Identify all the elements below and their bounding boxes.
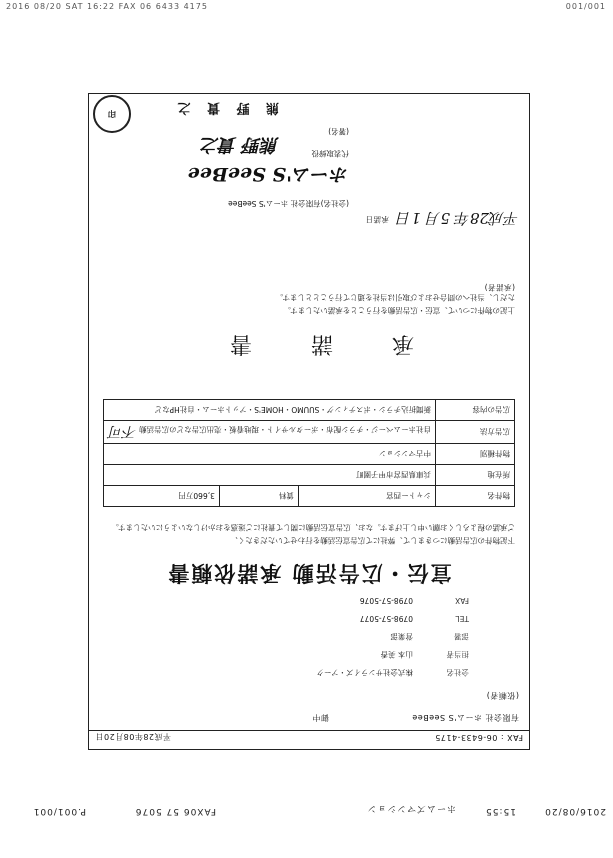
table-label: 所在地 [436, 465, 515, 486]
requester-company: 会社名株式会社サンライズ・アーク [316, 668, 469, 677]
handwritten-note: 不可 [108, 423, 137, 439]
document-title: 宣伝・広告活動 承諾依頼書 [166, 561, 452, 586]
approval-text [276, 291, 515, 317]
table-label: 広告の内容 [436, 400, 515, 421]
company-seal-icon: 印 [93, 95, 131, 133]
footer-date: 2016/08/20 [544, 806, 606, 816]
representative-stamp: 熊野 貴之 [200, 134, 279, 155]
table-label: 賃料 [219, 486, 298, 507]
signature-label: (署名) [328, 127, 349, 136]
intro-line: 下記物件の広告活動につきまして、弊社にて広告宣伝活動を行わせていただきたく、 [230, 536, 515, 545]
requester-label: (依頼者) [486, 691, 519, 700]
requester-contact: 担当者山本 美香 [380, 650, 469, 659]
table-value: 新聞折込チラシ・ポスティング・SUUMO・HOME'S・アットホーム・自社HPなど [104, 400, 436, 421]
table-value: 中古マンション [104, 444, 436, 465]
footer-time: 15:55 [485, 806, 516, 816]
table-value: シャトー西宮 [298, 486, 435, 507]
table-value: 自社ホームページ・チラシ配布・ポータルサイト・現地看板・売出広告などの広告活動 不可 [104, 421, 436, 444]
recipient-honorific: 御中 [312, 713, 329, 722]
approval-line: 上記の物件について、宣伝・広告活動を行うことを承諾いたします。 [283, 306, 515, 315]
approval-line: ただし、当社への問合せおよび取引は当社を通じて行うこととします。 [275, 293, 515, 302]
approval-title: 承 諾 書 [204, 331, 414, 356]
requester-department: 部署営業部 [390, 632, 469, 641]
fax-header-page: 001/001 [565, 2, 606, 11]
requester-block [316, 591, 469, 681]
table-label: 物件名 [436, 486, 515, 507]
footer-number: FAX06 57 5076 [134, 806, 216, 816]
header-divider [89, 730, 529, 731]
footer-sender: ホームズマンション [366, 803, 456, 813]
table-label: 物件種別 [436, 444, 515, 465]
requester-tel: TEL0798-57-5077 [359, 614, 469, 623]
table-row [104, 421, 515, 444]
approver-note: (承諾者) [484, 283, 515, 292]
table-row [104, 486, 515, 507]
intro-line: ご承諾の程よろしくお願い申し上げます。なお、広告宣伝活動に関して貴社にご迷惑をおかけしないようにいたします。 [111, 523, 515, 532]
handwritten-date: 平成28年 5月 1日 [396, 209, 519, 227]
table-row [104, 400, 515, 421]
fax-transmission-header [6, 2, 606, 14]
property-table [103, 399, 515, 507]
recipient-name: 有限会社 ホーム'S SeeBee [411, 713, 519, 722]
table-row [104, 465, 515, 486]
representative-title: 代表取締役 [311, 149, 349, 158]
footer-page: P.001/001 [32, 806, 86, 816]
approval-date-label: 承諾日 [365, 215, 389, 224]
intro-text [95, 521, 515, 547]
table-row [104, 444, 515, 465]
table-value: 兵庫県西宮市甲子園町 [104, 465, 436, 486]
header-fax-number: FAX : 06-6433-4175 [434, 733, 523, 742]
requester-fax: FAX0798-57-5076 [359, 596, 469, 605]
fax-transmission-footer [6, 802, 606, 816]
printed-name: 熊 野 貴 之 [171, 100, 279, 115]
approver-company: (会社名)有限会社 ホーム'S SeeBee [228, 199, 349, 208]
header-date: 平成28年08月20日 [95, 732, 172, 741]
fax-header-left: 2016 08/20 SAT 16:22 FAX 06 6433 4175 [6, 2, 208, 11]
request-form-sheet [88, 93, 530, 750]
approver-brand-stamp: ホーム'S SeeBee [187, 163, 349, 185]
table-value: 3,660万円 [104, 486, 220, 507]
table-label: 広告方法 [436, 421, 515, 444]
